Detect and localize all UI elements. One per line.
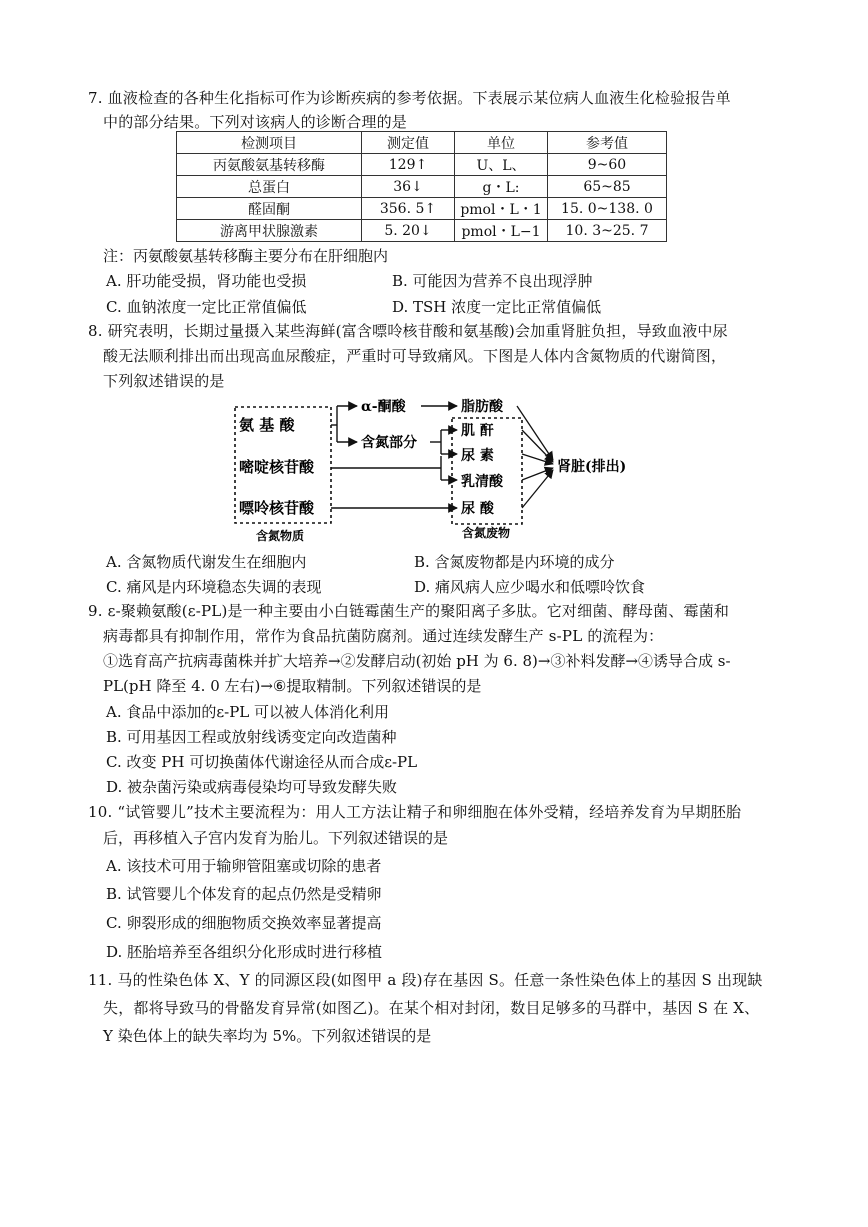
table-header-cell: 参考值 bbox=[548, 132, 667, 154]
alpha-keto-acid: α-酮酸 bbox=[361, 399, 406, 415]
q7-stem-line2: 中的部分结果。下列对该病人的诊断合理的是 bbox=[103, 113, 408, 131]
input-purine: 嘌呤核苷酸 bbox=[239, 499, 315, 517]
q10-option-c: C. 卵裂形成的细胞物质交换效率显著提高 bbox=[106, 914, 382, 932]
table-cell: 129↑ bbox=[362, 154, 455, 176]
input-amino-acid: 氨 基 酸 bbox=[239, 416, 295, 434]
q7-note: 注：丙氨酸氨基转移酶主要分布在肝细胞内 bbox=[103, 247, 389, 265]
q9-option-b: B. 可用基因工程或放射线诱变定向改造菌种 bbox=[106, 728, 397, 746]
table-header-cell: 单位 bbox=[455, 132, 548, 154]
waste-urea: 尿 素 bbox=[461, 448, 494, 464]
table-cell: 65~85 bbox=[548, 176, 667, 198]
waste-box-label: 含氮废物 bbox=[462, 526, 511, 540]
table-cell: 9~60 bbox=[548, 154, 667, 176]
q9-option-c: C. 改变 PH 可切换菌体代谢途径从而合成ε-PL bbox=[106, 753, 418, 771]
table-cell: 游离甲状腺激素 bbox=[177, 220, 362, 242]
q9-option-d: D. 被杂菌污染或病毒侵染均可导致发酵失败 bbox=[106, 778, 398, 796]
q9-stem-line2: 病毒都具有抑制作用，常作为食品抗菌防腐剂。通过连续发酵生产 s-PL 的流程为： bbox=[103, 627, 664, 645]
q8-option-a: A. 含氮物质代谢发生在细胞内 bbox=[106, 553, 307, 571]
table-cell: pmol・L−1 bbox=[455, 220, 548, 242]
table-header-cell: 测定值 bbox=[362, 132, 455, 154]
q8-option-c: C. 痛风是内环境稳态失调的表现 bbox=[106, 578, 322, 596]
q10-stem-line1: 10. “试管婴儿”技术主要流程为：用人工方法让精子和卵细胞在体外受精，经培养发育为早期胚胎 bbox=[88, 803, 742, 821]
q8-stem-line1: 8. 研究表明，长期过量摄入某些海鲜(富含嘌呤核苷酸和氨基酸)会加重肾脏负担，导致血液中尿 bbox=[88, 322, 728, 340]
q10-option-b: B. 试管婴儿个体发育的起点仍然是受精卵 bbox=[106, 885, 382, 903]
table-cell: U、L、 bbox=[455, 154, 548, 176]
waste-uric-acid: 尿 酸 bbox=[461, 501, 494, 517]
q11-stem-line2: 失，都将导致马的骨骼发育异常(如图乙)。在某个相对封闭，数目足够多的马群中，基因 S 在 X、 bbox=[103, 999, 760, 1017]
q11-stem-line3: Y 染色体上的缺失率均为 5%。下列叙述错误的是 bbox=[103, 1027, 432, 1045]
table-cell: 36↓ bbox=[362, 176, 455, 198]
q8-stem-line2: 酸无法顺利排出而出现高血尿酸症，严重时可导致痛风。下图是人体内含氮物质的代谢简图， bbox=[103, 347, 727, 365]
q7-option-b: B. 可能因为营养不良出现浮肿 bbox=[392, 272, 593, 290]
table-cell: g・L: bbox=[455, 176, 548, 198]
table-row bbox=[177, 154, 667, 176]
q9-stem-line1: 9. ε-聚赖氨酸(ε-PL)是一种主要由小白链霉菌生产的聚阳离子多肽。它对细菌、酵母菌、霉菌和 bbox=[88, 602, 730, 620]
input-box-label: 含氮物质 bbox=[256, 529, 305, 543]
table-cell: 10. 3~25. 7 bbox=[548, 220, 667, 242]
input-pyrimidine: 嘧啶核苷酸 bbox=[239, 458, 315, 476]
table-cell: 5. 20↓ bbox=[362, 220, 455, 242]
q7-option-d: D. TSH 浓度一定比正常值偏低 bbox=[392, 298, 602, 316]
fatty-acid: 脂肪酸 bbox=[461, 399, 503, 415]
table-row bbox=[177, 176, 667, 198]
table-cell: 15. 0~138. 0 bbox=[548, 198, 667, 220]
kidney: 肾脏(排出) bbox=[557, 459, 627, 475]
q10-option-a: A. 该技术可用于输卵管阻塞或切除的患者 bbox=[106, 857, 382, 875]
table-cell: 丙氨酸氨基转移酶 bbox=[177, 154, 362, 176]
table-cell: 总蛋白 bbox=[177, 176, 362, 198]
q9-stem-line3: ①选育高产抗病毒菌株并扩大培养→②发酵启动(初始 pH 为 6. 8)→③补料发酵→④诱导合成 s- bbox=[103, 652, 731, 670]
q7-stem-line1: 7. 血液检查的各种生化指标可作为诊断疾病的参考依据。下表展示某位病人血液生化检验报告单 bbox=[88, 89, 731, 107]
q7-lab-table bbox=[176, 131, 667, 242]
nitrogen-part: 含氮部分 bbox=[361, 435, 417, 451]
nitrogen-metabolism-diagram bbox=[225, 390, 645, 545]
q9-stem-line4: PL(pH 降至 4. 0 左右)→⑥提取精制。下列叙述错误的是 bbox=[103, 677, 482, 695]
table-row bbox=[177, 198, 667, 220]
q8-option-b: B. 含氮废物都是内环境的成分 bbox=[414, 553, 615, 571]
q9-option-a: A. 食品中添加的ε-PL 可以被人体消化利用 bbox=[106, 703, 390, 721]
table-cell: 醛固酮 bbox=[177, 198, 362, 220]
table-row bbox=[177, 220, 667, 242]
table-header-cell: 检测项目 bbox=[177, 132, 362, 154]
waste-orotic-acid: 乳清酸 bbox=[461, 474, 503, 490]
q10-stem-line2: 后，再移植入子宫内发育为胎儿。下列叙述错误的是 bbox=[103, 829, 449, 847]
q11-stem-line1: 11. 马的性染色体 X、Y 的同源区段(如图甲 a 段)存在基因 S。任意一条性染色体上的基因 S 出现缺 bbox=[88, 971, 763, 989]
q8-option-d: D. 痛风病人应少喝水和低嘌呤饮食 bbox=[414, 578, 646, 596]
table-cell: 356. 5↑ bbox=[362, 198, 455, 220]
q7-option-a: A. 肝功能受损，肾功能也受损 bbox=[106, 272, 307, 290]
waste-creatinine: 肌 酐 bbox=[461, 423, 494, 439]
table-cell: pmol・L・1 bbox=[455, 198, 548, 220]
q8-stem-line3: 下列叙述错误的是 bbox=[103, 372, 225, 390]
table-header-row bbox=[177, 132, 667, 154]
q7-option-c: C. 血钠浓度一定比正常值偏低 bbox=[106, 298, 307, 316]
q10-option-d: D. 胚胎培养至各组织分化形成时进行移植 bbox=[106, 943, 383, 961]
